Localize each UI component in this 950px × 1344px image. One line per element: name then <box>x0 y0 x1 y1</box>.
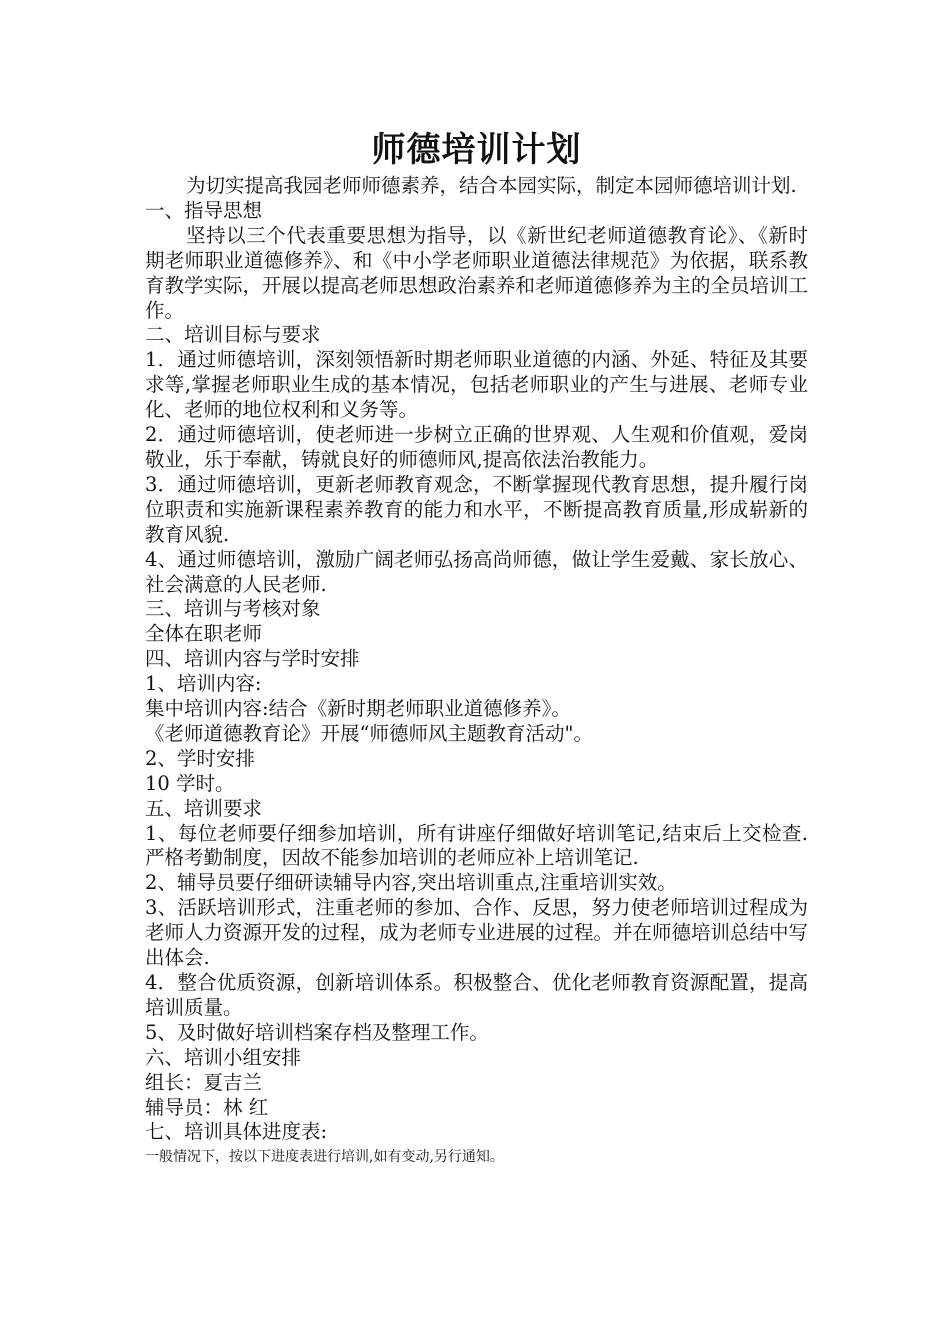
section-heading-guiding-thought: 一、指导思想 <box>145 198 263 222</box>
hours-subheading: 2、学时安排 <box>145 746 255 770</box>
guiding-thought-paragraph: 坚持以三个代表重要思想为指导，以《新世纪老师道德教育论》、《新时期老师职业道德修养》、和《中小学老师职业道德法律规范》为依据，联系教育教学实际，开展以提高老师思想政治素养和老师道德修养为主的全员培训工作。 <box>145 223 809 322</box>
section-heading-goals: 二、培训目标与要求 <box>145 323 321 347</box>
goal-item: 1．通过师德培训，深刻领悟新时期老师职业道德的内涵、外延、特征及其要求等,掌握老师职业生成的基本情况，包括老师职业的产生与进展、老师专业化、老师的地位权利和义务等。 <box>145 348 808 422</box>
goal-item: 2．通过师德培训，使老师进一步树立正确的世界观、人生观和价值观，爱岗敬业，乐于奉献，铸就良好的师德师风,提高依法治教能力。 <box>145 423 808 471</box>
content-subheading: 1、培训内容: <box>145 672 262 696</box>
goal-item: 3．通过师德培训，更新老师教育观念，不断掌握现代教育思想，提升履行岗位职责和实施新课程素养教育的能力和水平，不断提高教育质量,形成崭新的教育风貌. <box>145 472 808 546</box>
requirement-item: 5、及时做好培训档案存档及整理工作。 <box>145 1020 489 1044</box>
targets-paragraph: 全体在职老师 <box>145 622 263 646</box>
section-heading-requirements: 五、培训要求 <box>145 796 263 820</box>
intro-paragraph: 为切实提高我园老师师德素养，结合本园实际，制定本园师德培训计划. <box>186 174 797 197</box>
section-heading-team: 六、培训小组安排 <box>145 1045 302 1069</box>
requirement-item: 1、每位老师要仔细参加培训，所有讲座仔细做好培训笔记,结束后上交检查.严格考勤制度，因故不能参加培训的老师应补上培训笔记. <box>145 821 808 870</box>
goal-item: 4、通过师德培训，激励广阔老师弘扬高尚师德，做让学生爱戴、家长放心、社会满意的人民老师. <box>145 547 808 596</box>
content-line: 《老师道德教育论》开展“师德师风主题教育活动"。 <box>145 721 593 745</box>
team-tutor: 辅导员：林 红 <box>145 1095 269 1119</box>
document-title: 师德培训计划 <box>371 130 582 170</box>
team-leader: 组长：夏吉兰 <box>145 1070 263 1094</box>
requirement-item: 2、辅导员要仔细研读辅导内容,突出培训重点,注重培训实效。 <box>145 871 677 895</box>
hours-paragraph: 10 学时。 <box>145 771 235 795</box>
requirement-item: 3、活跃培训形式，注重老师的参加、合作、反思，努力使老师培训过程成为老师人力资源开发的过程，成为老师专业进展的过程。并在师德培训总结中写出体会. <box>145 896 809 970</box>
requirement-item: 4．整合优质资源，创新培训体系。积极整合、优化老师教育资源配置，提高培训质量。 <box>145 971 808 1019</box>
section-heading-schedule: 七、培训具体进度表: <box>145 1120 328 1144</box>
schedule-note: 一般情况下，按以下进度表进行培训,如有变动,另行通知。 <box>145 1149 504 1166</box>
section-heading-targets: 三、培训与考核对象 <box>145 597 321 621</box>
content-line: 集中培训内容:结合《新时期老师职业道德修养》。 <box>145 697 571 721</box>
section-heading-content-hours: 四、培训内容与学时安排 <box>145 647 360 671</box>
document-page <box>145 128 808 1167</box>
